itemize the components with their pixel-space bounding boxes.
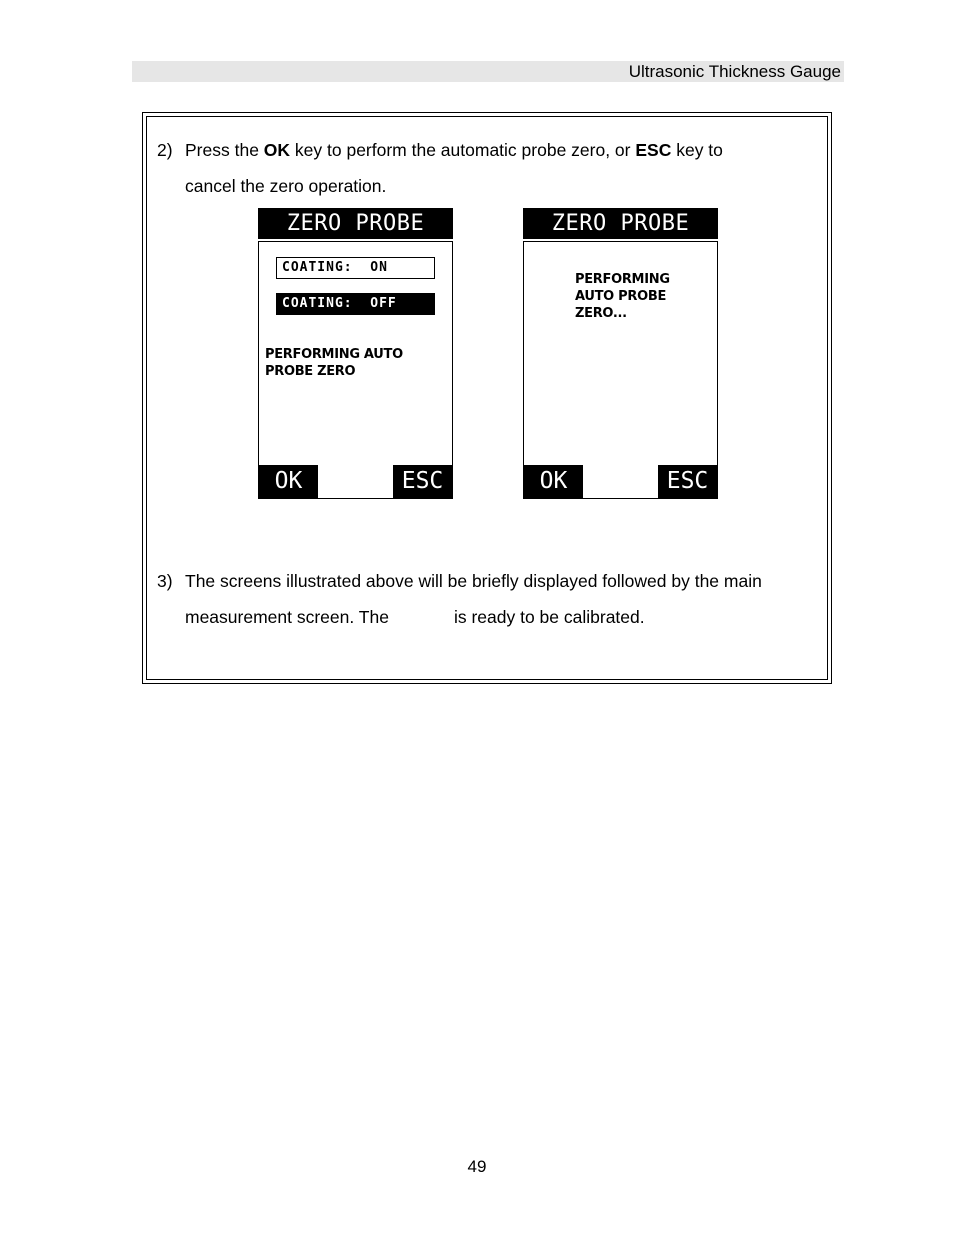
- lcd-message: PERFORMING AUTO PROBE ZERO: [265, 347, 403, 379]
- ok-key-label: OK: [263, 140, 291, 160]
- step-2-line-2: cancel the zero operation.: [185, 176, 387, 196]
- ok-softkey[interactable]: OK: [524, 465, 583, 498]
- step-2-line-1: Press the OK key to perform the automatic probe zero, or ESC key to: [185, 140, 723, 160]
- esc-softkey[interactable]: ESC: [393, 465, 452, 498]
- step-3-number: 3): [157, 571, 173, 591]
- coating-on-option[interactable]: COATING: ON: [276, 257, 435, 279]
- ok-softkey[interactable]: OK: [259, 465, 318, 498]
- lcd-title: ZERO PROBE: [523, 208, 718, 239]
- step-2-number: 2): [157, 140, 173, 160]
- page-number: 49: [467, 1157, 487, 1176]
- step-3: [157, 563, 817, 635]
- lcd-body: [258, 241, 453, 499]
- running-header: [132, 61, 844, 82]
- step-2: [157, 132, 817, 204]
- lcd-screen-performing-zero: [523, 208, 718, 499]
- esc-key-label: ESC: [635, 140, 672, 160]
- coating-off-option[interactable]: COATING: OFF: [276, 293, 435, 315]
- step-3-line-1: The screens illustrated above will be briefly displayed followed by the main: [185, 571, 762, 591]
- esc-softkey[interactable]: ESC: [658, 465, 717, 498]
- header-title: Ultrasonic Thickness Gauge: [628, 62, 841, 81]
- lcd-message: PERFORMING AUTO PROBE ZERO...: [575, 272, 670, 321]
- lcd-body: [523, 241, 718, 499]
- lcd-title: ZERO PROBE: [258, 208, 453, 239]
- step-3-line-2: measurement screen. The is ready to be calibrated.: [185, 607, 645, 627]
- lcd-screen-coating-select: [258, 208, 453, 499]
